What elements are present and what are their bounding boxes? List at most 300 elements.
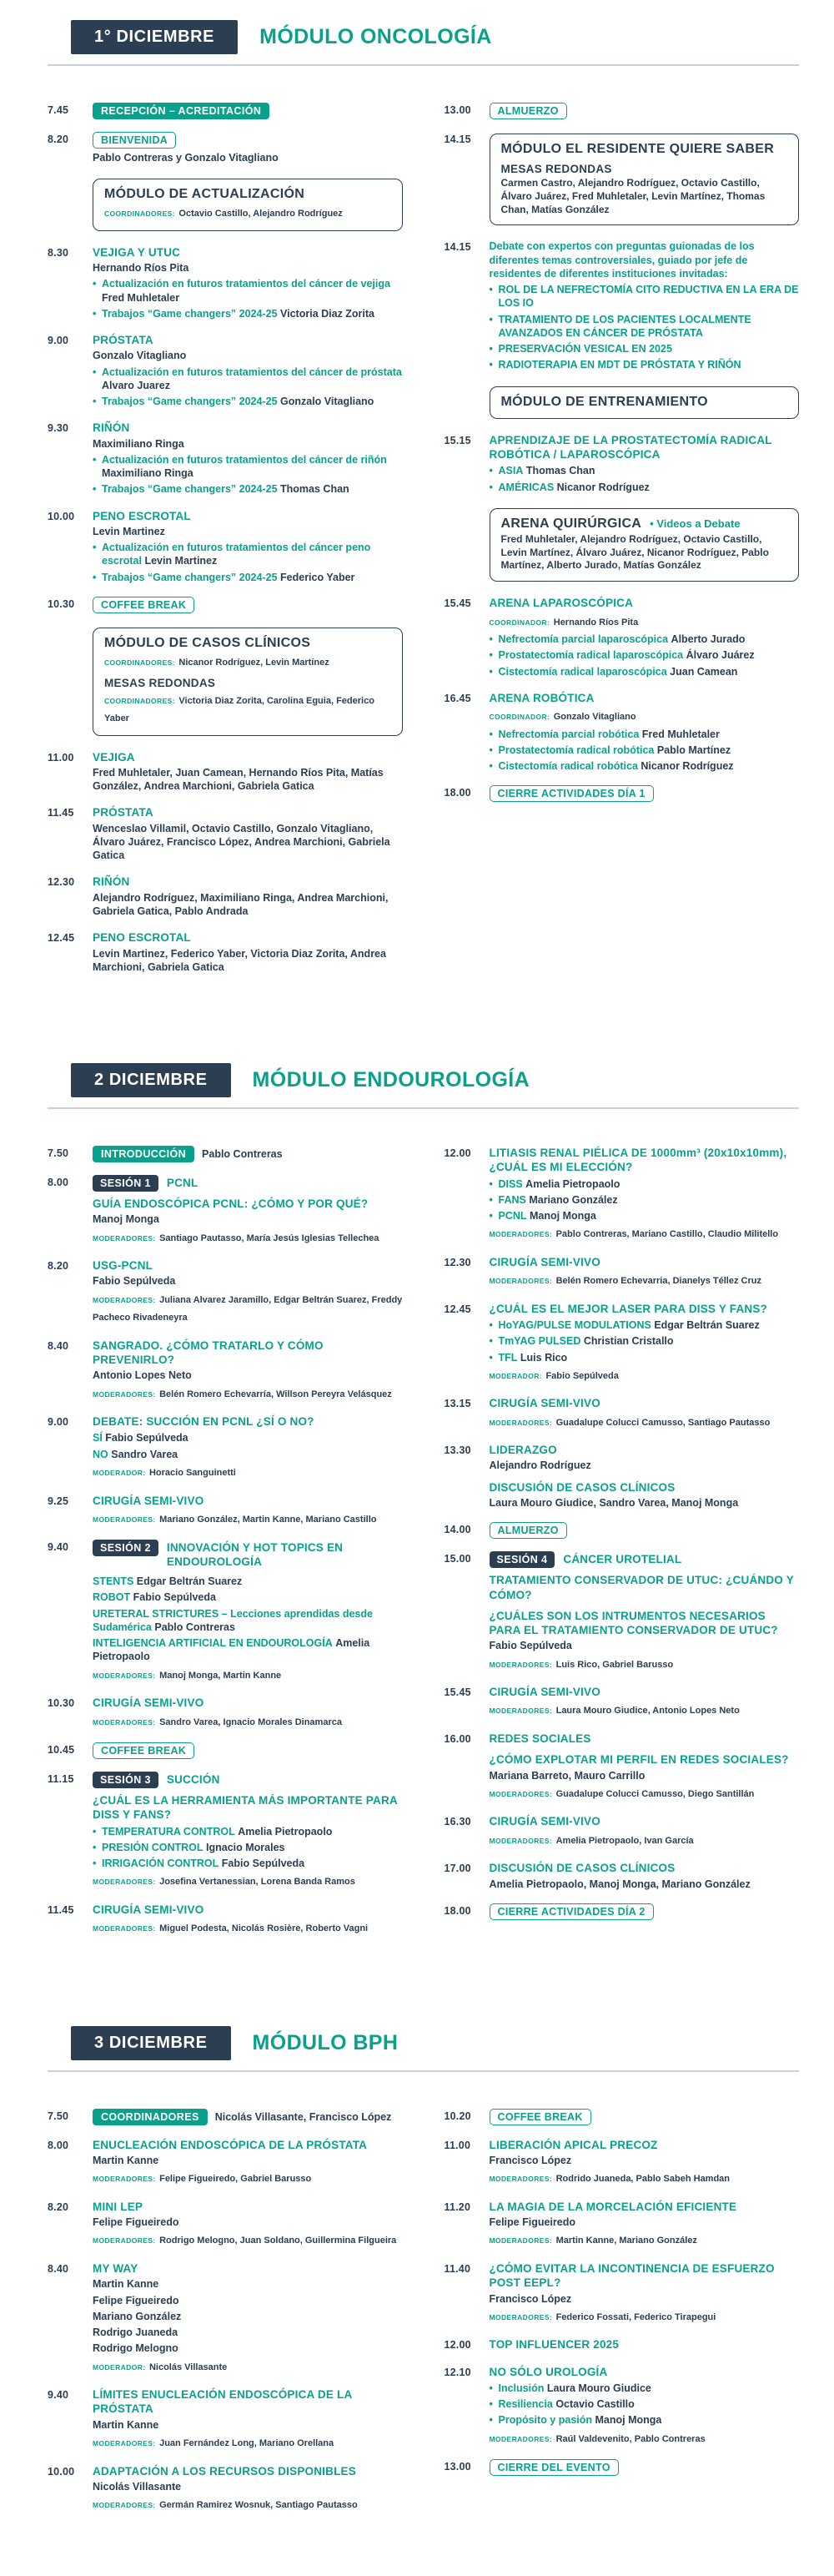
item-content <box>93 2109 403 2125</box>
module-box <box>490 508 800 582</box>
outline-badge: CIERRE ACTIVIDADES DÍA 1 <box>490 785 654 802</box>
event-title: ARENA ROBÓTICA <box>489 691 595 704</box>
bullet-item <box>490 1193 800 1207</box>
time-label: 8.20 <box>48 1260 69 1273</box>
bullet-item <box>93 482 403 496</box>
bullet-item <box>490 1209 800 1222</box>
time-label <box>48 177 93 233</box>
moderators-names: Laura Mouro Giudice, Antonio Lopes Neto <box>555 1706 740 1716</box>
moderators-line <box>490 1271 800 1289</box>
moderators-label: MODERADORES: <box>489 2236 553 2246</box>
speaker-names: Mariana Barreto, Mauro Carrillo <box>489 1769 646 1782</box>
bullet-topic: Nefrectomía parcial laparoscópica <box>498 633 669 646</box>
event-title: DISCUSIÓN DE CASOS CLÍNICOS <box>489 1862 676 1875</box>
event-title: VEJIGA Y UTUC <box>93 245 181 259</box>
topic-speaker: Sandro Varea <box>111 1448 178 1460</box>
schedule-item <box>445 433 800 494</box>
time-label: 8.40 <box>48 2263 69 2276</box>
session-title: INNOVACIÓN Y HOT TOPICS EN ENDOUROLOGÍA <box>166 1541 344 1569</box>
time-label: 15.00 <box>444 1553 471 1565</box>
schedule-item <box>445 132 800 227</box>
moderators-line <box>93 2357 403 2376</box>
schedule-item <box>48 1903 403 1937</box>
moderators-line <box>93 2495 403 2513</box>
bullet-item <box>490 2382 800 2395</box>
item-content <box>93 2464 403 2513</box>
time-label: 14.15 <box>444 241 471 254</box>
bullet-icon: • <box>489 665 493 678</box>
module-box-names: Carmen Castro, Alejandro Rodríguez, Octavio Castillo, Álvaro Juárez, Fred Muhletaler, Levin Martínez, Thomas Chan, Matías González <box>500 177 766 215</box>
time-label <box>445 507 490 583</box>
time-label: 10.20 <box>444 2110 471 2122</box>
moderators-label: COORDINADOR: <box>489 713 550 722</box>
item-content <box>490 103 800 119</box>
moderators-names: Belén Romero Echevarría, Willson Pereyra Velásquez <box>159 1389 392 1399</box>
event-title: ENUCLEACIÓN ENDOSCÓPICA DE LA PRÓSTATA <box>93 2138 368 2151</box>
outline-badge: ALMUERZO <box>490 103 567 119</box>
event-title: CIRUGÍA SEMI-VIVO <box>489 1686 600 1699</box>
time-label: 16.00 <box>444 1733 471 1745</box>
bullet-topic: Inclusión <box>498 2382 545 2394</box>
moderators-names: Raúl Valdevenito, Pablo Contreras <box>555 2433 706 2444</box>
moderators-line <box>490 2307 800 2326</box>
moderators-names: Nicolás Villasante <box>148 2362 228 2372</box>
time-label: 9.00 <box>48 335 69 347</box>
badge-line <box>490 2109 800 2125</box>
speaker-names: Fabio Sepúlveda <box>489 1640 572 1652</box>
schedule-item <box>445 1861 800 1891</box>
schedule-item <box>48 132 403 164</box>
session-badge: SESIÓN 1 <box>93 1175 158 1192</box>
time-label: 7.50 <box>48 1147 69 1159</box>
topic-speaker: Pablo Contreras <box>154 1621 235 1633</box>
section-header <box>48 2026 799 2072</box>
moderators-label: MODERADORES: <box>93 1515 156 1524</box>
session-line <box>93 1540 403 1570</box>
bullet-topic: PRESIÓN CONTROL <box>102 1841 203 1853</box>
event-title: ¿CUÁL ES LA HERRAMIENTA MÁS IMPORTANTE PARA DISS Y FANS? <box>93 1794 398 1822</box>
topic-speaker: Fabio Sepúlveda <box>133 1591 216 1604</box>
session-badge: SESIÓN 3 <box>93 1772 158 1788</box>
schedule-item <box>48 750 403 794</box>
event-title: DEBATE: SUCCIÓN EN PCNL ¿SÍ O NO? <box>93 1415 314 1429</box>
bullet-topic: Actualización en futuros tratamientos del cáncer de vejiga <box>102 278 390 290</box>
moderators-label: MODERADORES: <box>93 1671 156 1680</box>
moderators-names: Hernando Ríos Pita <box>553 617 639 628</box>
columns <box>48 1146 799 1949</box>
coordinators-names: Octavio Castillo, Alejandro Rodríguez <box>178 209 343 219</box>
item-content <box>93 597 403 613</box>
event-title: PRÓSTATA <box>93 806 153 819</box>
topic-label: STENTS <box>93 1575 134 1588</box>
event-title: CIRUGÍA SEMI-VIVO <box>93 1494 204 1507</box>
module-box-title-row <box>501 517 788 532</box>
event-title: PENO ESCROTAL <box>93 509 191 522</box>
bullet-speaker: Gonzalo Vitagliano <box>280 396 374 408</box>
bullet-speaker: Christian Cristallo <box>583 1335 674 1348</box>
module-box-heading: MÓDULO EL RESIDENTE QUIERE SABER <box>500 142 775 156</box>
moderators-line <box>93 1463 403 1481</box>
time-label: 8.20 <box>48 2200 69 2213</box>
item-content <box>93 750 403 794</box>
moderators-label: MODERADOR: <box>93 1468 146 1477</box>
schedule-item <box>48 805 403 862</box>
schedule-item <box>48 1338 403 1402</box>
coordinators-label: COORDINADORES: <box>104 209 175 219</box>
schedule-item <box>445 1443 800 1510</box>
module-title: MÓDULO ENDOUROLOGÍA <box>252 1068 530 1091</box>
event-title: LÍMITES ENUCLEACIÓN ENDOSCÓPICA DE LA PRÓSTATA <box>93 2388 352 2416</box>
outline-badge: COFFEE BREAK <box>490 2109 591 2125</box>
time-label: 14.00 <box>444 1524 471 1536</box>
schedule-item <box>445 2365 800 2447</box>
item-content <box>93 1494 403 1528</box>
moderators-line <box>93 2231 403 2249</box>
coordinators-names: Victoria Diaz Zorita, Carolina Eguia, Federico Yaber <box>104 695 374 724</box>
schedule-item <box>445 691 800 774</box>
item-content <box>490 1551 800 1672</box>
item-content <box>93 2387 403 2451</box>
coordinators-line <box>104 691 391 727</box>
speaker-names: Manoj Monga <box>93 1213 159 1226</box>
schedule-item <box>445 2261 800 2325</box>
schedule-item <box>48 875 403 918</box>
topic-speaker-pair <box>93 1590 403 1604</box>
item-content <box>93 2200 403 2249</box>
time-label: 14.15 <box>444 134 471 145</box>
schedule-item <box>48 930 403 974</box>
time-label: 16.30 <box>444 1816 471 1828</box>
moderators-label: MODERADORES: <box>93 2236 156 2246</box>
module-box <box>490 386 800 419</box>
schedule-item <box>48 2464 403 2513</box>
bullet-topic: Actualización en futuros tratamientos del cáncer peno escrotal <box>102 542 371 567</box>
bullet-icon: • <box>489 1210 493 1222</box>
outline-badge: CIERRE ACTIVIDADES DÍA 2 <box>490 1903 654 1920</box>
schedule-item <box>445 239 800 371</box>
item-content <box>93 1696 403 1730</box>
moderators-names: Josefina Vertanessian, Lorena Banda Ramos <box>159 1877 355 1888</box>
filled-badge: RECEPCIÓN – ACREDITACIÓN <box>93 103 269 119</box>
bullet-topic: Prostatectomía radical laparoscópica <box>498 649 684 662</box>
bullet-item <box>490 1351 800 1364</box>
event-title: APRENDIZAJE DE LA PROSTATECTOMÍA RADICAL ROBÓTICA / LAPAROSCÓPICA <box>489 433 772 461</box>
moderators-line <box>490 1655 800 1673</box>
moderators-line <box>490 1224 800 1243</box>
time-label: 11.45 <box>48 1903 74 1916</box>
item-content <box>93 421 403 496</box>
bullet-item <box>93 1857 403 1870</box>
schedule-item <box>445 507 800 583</box>
event-title: REDES SOCIALES <box>489 1732 591 1745</box>
time-label: 8.30 <box>48 246 69 259</box>
module-box-subheading: MESAS REDONDAS <box>500 163 612 175</box>
moderators-line <box>93 1666 403 1684</box>
column <box>48 1146 403 1949</box>
moderators-label: MODERADORES: <box>489 2312 553 2321</box>
time-label: 10.30 <box>48 597 75 610</box>
schedule-item <box>445 1551 800 1672</box>
time-label <box>445 385 490 421</box>
bullet-icon: • <box>489 313 493 325</box>
badge-line <box>490 1522 800 1539</box>
moderators-label: MODERADORES: <box>489 1230 553 1239</box>
schedule-item <box>48 2387 403 2451</box>
bullet-icon: • <box>489 1177 493 1190</box>
item-content <box>490 1685 800 1719</box>
bullet-item <box>490 313 800 340</box>
moderators-label: MODERADORES: <box>93 1233 156 1243</box>
item-content <box>93 1742 403 1759</box>
item-content <box>93 930 403 974</box>
columns <box>48 103 799 986</box>
speaker-names: Felipe Figueiredo <box>93 2294 179 2306</box>
speaker-names: Alejandro Rodríguez <box>489 1459 591 1472</box>
event-title: LIBERACIÓN APICAL PRECOZ <box>489 2138 658 2151</box>
speaker-names: Mariano González <box>93 2310 182 2322</box>
column <box>445 1146 800 1949</box>
bullet-item <box>93 365 403 393</box>
bullet-item <box>490 1177 800 1191</box>
moderators-names: Felipe Figueiredo, Gabriel Barusso <box>159 2174 312 2185</box>
speaker-names: Fabio Sepúlveda <box>93 1275 176 1288</box>
session-badge: SESIÓN 2 <box>93 1540 158 1556</box>
bullet-icon: • <box>489 1335 493 1348</box>
bullet-item <box>490 283 800 310</box>
schedule-item <box>445 1903 800 1920</box>
item-content <box>93 875 403 918</box>
time-label: 11.40 <box>444 2263 471 2276</box>
module-box-heading: ARENA QUIRÚRGICA <box>500 516 642 531</box>
moderators-names: Guadalupe Colucci Camusso, Santiago Pautasso <box>555 1417 771 1428</box>
moderators-label: MODERADORES: <box>489 1706 553 1716</box>
event-title: ARENA LAPAROSCÓPICA <box>489 597 634 610</box>
item-content <box>490 1522 800 1539</box>
moderators-line <box>93 1384 403 1403</box>
bullet-topic: PRESERVACIÓN VESICAL EN 2025 <box>498 343 672 355</box>
moderators-label: MODERADORES: <box>93 1295 156 1304</box>
event-title: LITIASIS RENAL PIÉLICA DE 1000mm³ (20x10x10mm), ¿CUÁL ES MI ELECCIÓN? <box>489 1147 787 1174</box>
item-content <box>490 1255 800 1289</box>
time-label: 13.00 <box>444 104 471 116</box>
bullet-icon: • <box>489 760 493 773</box>
section-header <box>48 1063 799 1109</box>
time-label: 12.10 <box>444 2366 471 2378</box>
speaker-names: Antonio Lopes Neto <box>93 1369 192 1382</box>
badge-line <box>490 785 800 802</box>
moderators-label: COORDINADOR: <box>489 618 550 627</box>
topic-speaker-pair <box>93 1575 403 1588</box>
badge-line <box>93 597 403 613</box>
time-label: 7.45 <box>48 104 69 116</box>
schedule-item <box>445 1302 800 1384</box>
outline-badge: BIENVENIDA <box>93 132 176 149</box>
item-content <box>93 1175 403 1246</box>
item-content <box>93 1903 403 1937</box>
date-badge: 3 DICIEMBRE <box>71 2026 231 2060</box>
time-label: 10.45 <box>48 1744 75 1757</box>
bullet-item <box>93 307 403 320</box>
module-box-heading: MÓDULO DE CASOS CLÍNICOS <box>104 635 311 650</box>
event-title: ¿CUÁL ES EL MEJOR LASER PARA DISS Y FANS? <box>489 1302 768 1315</box>
module-box <box>490 134 800 225</box>
event-title: PRÓSTATA <box>93 334 153 347</box>
bullet-item <box>490 759 800 773</box>
time-label: 8.00 <box>48 2139 69 2151</box>
item-content <box>490 2109 800 2125</box>
moderators-line <box>93 1290 403 1326</box>
schedule-item <box>445 596 800 678</box>
moderators-label: MODERADORES: <box>93 1717 156 1727</box>
bullet-topic: AMÉRICAS <box>498 481 555 493</box>
moderators-label: MODERADORES: <box>93 1878 156 1887</box>
moderators-names: Federico Fossati, Federico Tirapegui <box>555 2311 716 2322</box>
moderators-line <box>490 2169 800 2187</box>
bullet-icon: • <box>489 2414 493 2427</box>
outline-badge: COFFEE BREAK <box>93 597 194 613</box>
schedule-item <box>48 2261 403 2375</box>
session-title: CÁNCER UROTELIAL <box>563 1553 682 1566</box>
item-content <box>93 1540 403 1683</box>
bullet-speaker: Nicanor Rodríguez <box>641 760 734 773</box>
bullet-speaker: Amelia Pietropaolo <box>525 1177 620 1190</box>
time-label: 11.00 <box>444 2139 471 2151</box>
moderators-line <box>490 707 800 725</box>
session-line <box>490 1551 800 1568</box>
speaker-names: Rodrigo Melogno <box>93 2342 178 2355</box>
moderators-label: MODERADORES: <box>489 2434 553 2443</box>
schedule-item <box>445 2200 800 2249</box>
moderators-label: MODERADORES: <box>93 2438 156 2447</box>
bullet-speaker: Amelia Pietropaolo <box>238 1825 333 1837</box>
schedule-item <box>48 2138 403 2187</box>
module-box-title-row <box>501 395 788 410</box>
bullet-speaker: Alvaro Juarez <box>102 379 170 391</box>
bullet-topic: Trabajos “Game changers” 2024-25 <box>102 307 278 320</box>
bullet-topic: Nefrectomía parcial robótica <box>498 728 640 740</box>
item-content <box>490 2459 800 2476</box>
item-content <box>490 433 800 494</box>
schedule-item <box>48 421 403 496</box>
event-title: TRATAMIENTO CONSERVADOR DE UTUC: ¿CUÁNDO Y CÓMO? <box>489 1574 794 1601</box>
topic-speaker-pair <box>93 1448 403 1461</box>
module-box <box>93 628 403 736</box>
moderators-line <box>490 1701 800 1719</box>
time-label: 11.45 <box>48 807 74 819</box>
event-title: CIRUGÍA SEMI-VIVO <box>489 1815 600 1828</box>
moderators-line <box>93 1228 403 1247</box>
bullet-icon: • <box>489 481 493 493</box>
day-section <box>0 2026 834 2526</box>
speaker-names: Wenceslao Villamil, Octavio Castillo, Gonzalo Vitagliano, Álvaro Juárez, Francisco López, Andrea Marchioni, Gabriela Gatica <box>93 822 390 862</box>
event-title: MINI LEP <box>93 2200 143 2213</box>
item-content <box>490 239 800 371</box>
outline-badge: COFFEE BREAK <box>93 1742 194 1759</box>
bullet-topic: Actualización en futuros tratamientos del cáncer de riñón <box>102 453 387 466</box>
bullet-topic: FANS <box>498 1193 526 1206</box>
bullet-topic: Prostatectomía radical robótica <box>498 744 655 756</box>
item-content <box>490 1146 800 1243</box>
time-label: 18.00 <box>444 787 471 799</box>
session-badge: SESIÓN 4 <box>490 1551 555 1568</box>
bullet-item <box>490 633 800 646</box>
bullet-item <box>490 464 800 477</box>
item-content <box>490 132 800 227</box>
bullet-speaker: Thomas Chan <box>280 483 349 496</box>
bullet-icon: • <box>489 1319 493 1331</box>
bullet-topic: Cistectomía radical robótica <box>498 760 638 773</box>
item-content <box>93 103 403 119</box>
schedule-item <box>48 509 403 584</box>
schedule-item <box>48 1146 403 1162</box>
speaker-names: Felipe Figueiredo <box>93 2216 179 2229</box>
schedule-item <box>48 1175 403 1246</box>
schedule-item <box>48 2109 403 2125</box>
item-content <box>93 626 403 738</box>
bullet-item <box>490 1318 800 1332</box>
time-label: 16.45 <box>444 692 471 704</box>
schedule-item <box>48 1696 403 1730</box>
speaker-names: Martin Kanne <box>93 2155 159 2167</box>
bullet-icon: • <box>93 571 97 583</box>
module-box-names: Fred Muhletaler, Alejandro Rodríguez, Octavio Castillo, Levin Martínez, Álvaro Juárez, Nicanor Rodríguez, Pablo Martínez, Alberto Jurado, Matías González <box>500 532 769 572</box>
bullet-topic: TRATAMIENTO DE LOS PACIENTES LOCALMENTE AVANZADOS EN CÁNCER DE PRÓSTATA <box>498 313 751 339</box>
event-title: NO SÓLO UROLOGÍA <box>489 2365 608 2378</box>
bullet-icon: • <box>489 1193 493 1206</box>
schedule-item <box>445 2459 800 2476</box>
time-label: 9.00 <box>48 1416 69 1429</box>
bullet-topic: DISS <box>498 1177 523 1190</box>
speaker-names: Maximiliano Ringa <box>93 437 184 450</box>
moderators-line <box>490 1784 800 1802</box>
bullet-icon: • <box>93 483 97 496</box>
column <box>445 2109 800 2526</box>
moderators-label: MODERADORES: <box>93 2501 156 2510</box>
event-title: CIRUGÍA SEMI-VIVO <box>489 1397 600 1410</box>
column <box>445 103 800 986</box>
event-title: MY WAY <box>93 2262 138 2276</box>
time-label: 9.40 <box>48 2389 69 2402</box>
badge-line <box>93 2109 403 2125</box>
item-content <box>490 596 800 678</box>
bullet-item <box>490 358 800 371</box>
bullet-topic: RADIOTERAPIA EN MDT DE PRÓSTATA Y RIÑÓN <box>498 359 741 371</box>
event-title: PENO ESCROTAL <box>93 931 191 945</box>
bullet-speaker: Federico Yaber <box>280 571 355 583</box>
item-content <box>93 177 403 233</box>
item-content <box>93 132 403 164</box>
item-content <box>93 1338 403 1402</box>
bullet-item <box>93 1841 403 1854</box>
badge-line <box>93 132 403 149</box>
time-label: 12.30 <box>444 1256 471 1268</box>
schedule-item <box>445 2337 800 2352</box>
bullet-item <box>93 277 403 305</box>
moderators-line <box>93 1918 403 1937</box>
schedule-item <box>445 2138 800 2187</box>
moderators-names: Juan Fernández Long, Mariano Orellana <box>159 2437 334 2448</box>
item-content <box>490 2200 800 2249</box>
schedule-item <box>445 103 800 119</box>
topic-speaker-pair <box>93 1636 403 1664</box>
conference-program-page <box>0 20 834 2526</box>
outline-badge: CIERRE DEL EVENTO <box>490 2459 619 2476</box>
speaker-names: Amelia Pietropaolo, Manoj Monga, Mariano González <box>489 1878 751 1890</box>
moderators-names: Belén Romero Echevarria, Dianelys Téllez Cruz <box>555 1276 761 1287</box>
event-title: SANGRADO. ¿CÓMO TRATARLO Y CÓMO PREVENIRLO? <box>93 1338 324 1367</box>
time-label: 11.15 <box>48 1773 74 1786</box>
time-label: 11.00 <box>48 751 74 764</box>
